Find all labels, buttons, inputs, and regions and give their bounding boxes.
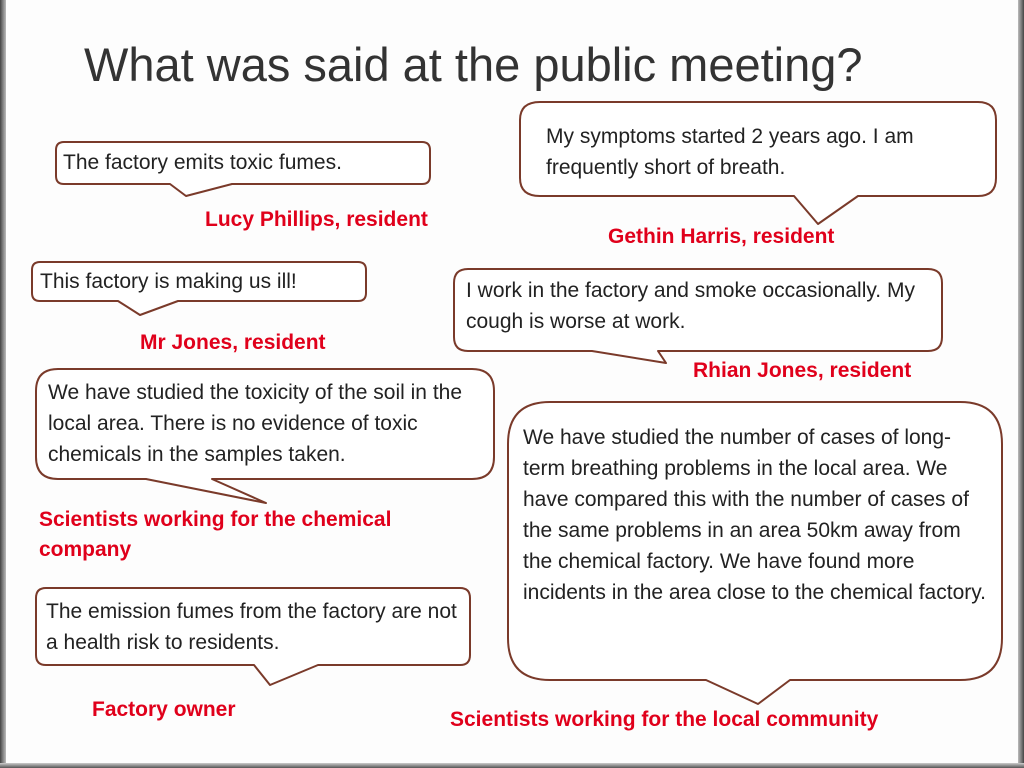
speaker-label-5: Gethin Harris, resident	[608, 225, 835, 248]
speaker-label-1: Lucy Phillips, resident	[205, 208, 428, 231]
quote-text-7: We have studied the number of cases of long-term breathing problems in the local area. We have compared this with the number of cases of the same problems in an area 50km away from the chemical factory. We have found more incidents in the area close to the chemical factory.	[523, 426, 987, 604]
quote-text-5: My symptoms started 2 years ago. I am frequently short of breath.	[546, 125, 914, 179]
speaker-label-2: Mr Jones, resident	[140, 331, 326, 354]
speaker-label-3: Scientists working for the chemical company	[39, 508, 392, 561]
speaker-label-6: Rhian Jones, resident	[693, 359, 912, 382]
quote-text-1: The factory emits toxic fumes.	[63, 151, 342, 174]
speaker-label-7: Scientists working for the local community	[450, 708, 879, 731]
quote-text-2: This factory is making us ill!	[40, 270, 297, 293]
quote-text-4: The emission fumes from the factory are not a health risk to residents.	[46, 600, 457, 654]
slide-title: What was said at the public meeting?	[84, 38, 863, 91]
speaker-label-4: Factory owner	[92, 698, 236, 721]
quote-text-6: I work in the factory and smoke occasionally. My cough is worse at work.	[466, 279, 915, 333]
quote-text-3: We have studied the toxicity of the soil in the local area. There is no evidence of toxic chemicals in the samples taken.	[48, 381, 463, 466]
